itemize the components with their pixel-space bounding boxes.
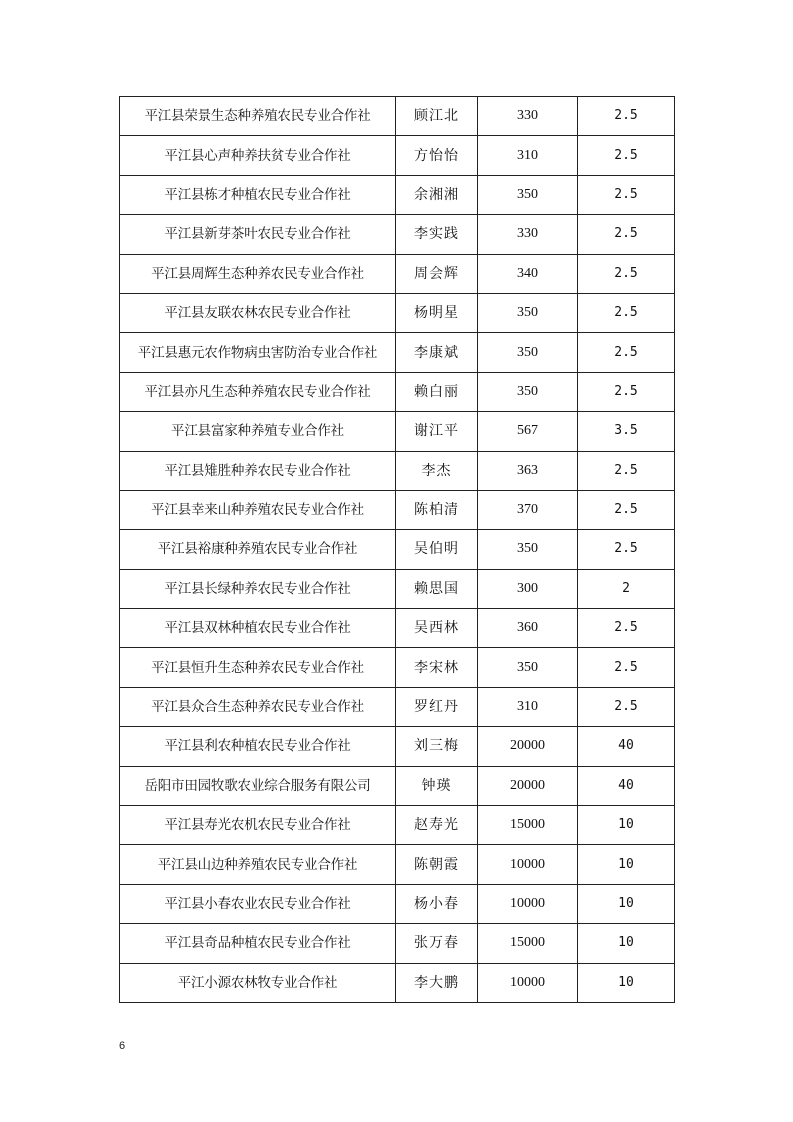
- contact-person-cell: 吴伯明: [396, 530, 478, 569]
- table-body: [120, 97, 675, 1003]
- amount-cell: 2.5: [578, 687, 675, 726]
- table-row: [120, 687, 675, 726]
- table-row: [120, 884, 675, 923]
- area-cell: 15000: [478, 806, 578, 845]
- contact-person-cell: 杨明星: [396, 293, 478, 332]
- table-row: [120, 569, 675, 608]
- table-row: [120, 648, 675, 687]
- contact-person-cell: 周会辉: [396, 254, 478, 293]
- amount-cell: 10: [578, 924, 675, 963]
- cooperative-name-cell: 平江县山边种养殖农民专业合作社: [120, 845, 396, 884]
- cooperative-name-cell: 平江县双林种植农民专业合作社: [120, 609, 396, 648]
- contact-person-cell: 赖思国: [396, 569, 478, 608]
- cooperative-name-cell: 岳阳市田园牧歌农业综合服务有限公司: [120, 766, 396, 805]
- amount-cell: 2.5: [578, 215, 675, 254]
- table-row: [120, 530, 675, 569]
- contact-person-cell: 刘三梅: [396, 727, 478, 766]
- table-row: [120, 490, 675, 529]
- area-cell: 330: [478, 97, 578, 136]
- table-row: [120, 136, 675, 175]
- cooperative-name-cell: 平江县幸来山种养殖农民专业合作社: [120, 490, 396, 529]
- cooperative-name-cell: 平江县周辉生态种养农民专业合作社: [120, 254, 396, 293]
- amount-cell: 2: [578, 569, 675, 608]
- area-cell: 350: [478, 530, 578, 569]
- contact-person-cell: 李实践: [396, 215, 478, 254]
- cooperative-name-cell: 平江县众合生态种养农民专业合作社: [120, 687, 396, 726]
- contact-person-cell: 吴西林: [396, 609, 478, 648]
- cooperative-name-cell: 平江县友联农林农民专业合作社: [120, 293, 396, 332]
- area-cell: 340: [478, 254, 578, 293]
- amount-cell: 10: [578, 845, 675, 884]
- amount-cell: 2.5: [578, 97, 675, 136]
- area-cell: 10000: [478, 845, 578, 884]
- area-cell: 300: [478, 569, 578, 608]
- table-row: [120, 372, 675, 411]
- contact-person-cell: 李大鹏: [396, 963, 478, 1002]
- table-row: [120, 333, 675, 372]
- table-row: [120, 609, 675, 648]
- amount-cell: 10: [578, 963, 675, 1002]
- cooperative-name-cell: 平江县新芽茶叶农民专业合作社: [120, 215, 396, 254]
- contact-person-cell: 李宋林: [396, 648, 478, 687]
- amount-cell: 2.5: [578, 175, 675, 214]
- cooperative-name-cell: 平江县利农种植农民专业合作社: [120, 727, 396, 766]
- cooperative-name-cell: 平江县小春农业农民专业合作社: [120, 884, 396, 923]
- contact-person-cell: 陈柏清: [396, 490, 478, 529]
- table-row: [120, 845, 675, 884]
- contact-person-cell: 钟瑛: [396, 766, 478, 805]
- amount-cell: 2.5: [578, 254, 675, 293]
- amount-cell: 2.5: [578, 530, 675, 569]
- table-row: [120, 97, 675, 136]
- table-row: [120, 254, 675, 293]
- area-cell: 350: [478, 372, 578, 411]
- area-cell: 350: [478, 648, 578, 687]
- contact-person-cell: 谢江平: [396, 412, 478, 451]
- cooperative-name-cell: 平江小源农林牧专业合作社: [120, 963, 396, 1002]
- page-number: 6: [119, 1040, 126, 1052]
- contact-person-cell: 赵寿光: [396, 806, 478, 845]
- contact-person-cell: 方怡怡: [396, 136, 478, 175]
- contact-person-cell: 张万春: [396, 924, 478, 963]
- table-row: [120, 806, 675, 845]
- contact-person-cell: 顾江北: [396, 97, 478, 136]
- cooperative-name-cell: 平江县富家种养殖专业合作社: [120, 412, 396, 451]
- amount-cell: 2.5: [578, 136, 675, 175]
- cooperative-name-cell: 平江县惠元农作物病虫害防治专业合作社: [120, 333, 396, 372]
- area-cell: 10000: [478, 884, 578, 923]
- area-cell: 350: [478, 175, 578, 214]
- contact-person-cell: 余湘湘: [396, 175, 478, 214]
- area-cell: 360: [478, 609, 578, 648]
- cooperative-name-cell: 平江县寿光农机农民专业合作社: [120, 806, 396, 845]
- area-cell: 370: [478, 490, 578, 529]
- table-row: [120, 451, 675, 490]
- area-cell: 310: [478, 136, 578, 175]
- amount-cell: 2.5: [578, 372, 675, 411]
- area-cell: 363: [478, 451, 578, 490]
- area-cell: 310: [478, 687, 578, 726]
- table-row: [120, 293, 675, 332]
- cooperative-name-cell: 平江县裕康种养殖农民专业合作社: [120, 530, 396, 569]
- amount-cell: 10: [578, 884, 675, 923]
- area-cell: 350: [478, 333, 578, 372]
- amount-cell: 2.5: [578, 490, 675, 529]
- amount-cell: 2.5: [578, 648, 675, 687]
- contact-person-cell: 杨小春: [396, 884, 478, 923]
- table-row: [120, 412, 675, 451]
- area-cell: 10000: [478, 963, 578, 1002]
- area-cell: 15000: [478, 924, 578, 963]
- area-cell: 330: [478, 215, 578, 254]
- table-row: [120, 963, 675, 1002]
- contact-person-cell: 陈朝霞: [396, 845, 478, 884]
- cooperative-name-cell: 平江县亦凡生态种养殖农民专业合作社: [120, 372, 396, 411]
- amount-cell: 10: [578, 806, 675, 845]
- amount-cell: 40: [578, 727, 675, 766]
- amount-cell: 3.5: [578, 412, 675, 451]
- cooperative-name-cell: 平江县雉胜种养农民专业合作社: [120, 451, 396, 490]
- amount-cell: 2.5: [578, 609, 675, 648]
- table-row: [120, 727, 675, 766]
- table-row: [120, 924, 675, 963]
- contact-person-cell: 李杰: [396, 451, 478, 490]
- cooperative-name-cell: 平江县荣景生态种养殖农民专业合作社: [120, 97, 396, 136]
- table-row: [120, 175, 675, 214]
- table-row: [120, 215, 675, 254]
- area-cell: 20000: [478, 766, 578, 805]
- area-cell: 567: [478, 412, 578, 451]
- cooperative-name-cell: 平江县恒升生态种养农民专业合作社: [120, 648, 396, 687]
- cooperative-name-cell: 平江县奇品种植农民专业合作社: [120, 924, 396, 963]
- cooperative-name-cell: 平江县长绿种养农民专业合作社: [120, 569, 396, 608]
- cooperative-table: [119, 96, 675, 1003]
- contact-person-cell: 李康斌: [396, 333, 478, 372]
- area-cell: 350: [478, 293, 578, 332]
- amount-cell: 40: [578, 766, 675, 805]
- cooperative-name-cell: 平江县心声种养扶贫专业合作社: [120, 136, 396, 175]
- contact-person-cell: 罗红丹: [396, 687, 478, 726]
- contact-person-cell: 赖白丽: [396, 372, 478, 411]
- amount-cell: 2.5: [578, 293, 675, 332]
- cooperative-name-cell: 平江县栋才种植农民专业合作社: [120, 175, 396, 214]
- table-row: [120, 766, 675, 805]
- area-cell: 20000: [478, 727, 578, 766]
- amount-cell: 2.5: [578, 451, 675, 490]
- amount-cell: 2.5: [578, 333, 675, 372]
